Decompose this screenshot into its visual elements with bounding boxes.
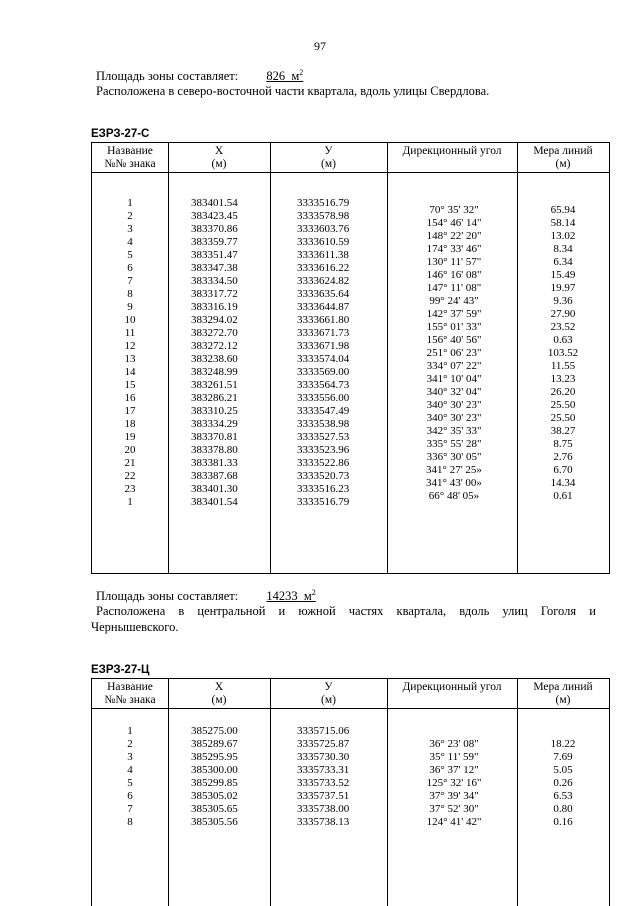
angle-value: 341° 43' 00» <box>426 477 482 489</box>
length-value: 13.02 <box>550 230 576 242</box>
angle-value: 341° 27' 25» <box>426 464 482 476</box>
angle-value: 66° 48' 05» <box>428 490 480 502</box>
y-value: 3333569.00 <box>297 366 350 378</box>
y-value: 3333556.00 <box>297 392 350 404</box>
x-value: 383294.02 <box>191 314 238 326</box>
y-column <box>297 197 349 509</box>
length-value: 25.50 <box>550 399 576 411</box>
area-line-2 <box>96 588 316 604</box>
y-column <box>297 725 349 829</box>
point-number: 18 <box>124 418 136 430</box>
point-number: 6 <box>127 790 133 802</box>
point-number: 6 <box>127 262 133 274</box>
length-value: 38.27 <box>550 425 576 437</box>
length-value: 11.55 <box>550 360 576 372</box>
y-value: 3333635.64 <box>297 288 350 300</box>
x-value: 383378.80 <box>191 444 238 456</box>
angle-value: 37° 52' 30" <box>429 803 479 815</box>
header-name: Название №№ знака <box>104 145 156 170</box>
angle-value: 99° 24' 43" <box>429 295 479 307</box>
column-divider <box>387 679 388 906</box>
x-value: 383351.47 <box>191 249 238 261</box>
x-value: 383334.29 <box>191 418 238 430</box>
y-value: 3333574.04 <box>297 353 350 365</box>
location-word: южной <box>298 604 336 618</box>
location-word: и <box>589 604 596 618</box>
point-number: 3 <box>127 223 133 235</box>
x-value: 383359.77 <box>191 236 238 248</box>
length-value: 26.20 <box>550 386 576 398</box>
x-value: 383370.86 <box>191 223 238 235</box>
point-number: 5 <box>127 249 133 261</box>
x-column <box>191 725 238 829</box>
x-value: 385299.85 <box>191 777 238 789</box>
x-value: 385275.00 <box>191 725 238 737</box>
length-value: 13.23 <box>550 373 576 385</box>
x-value: 385305.65 <box>191 803 238 815</box>
location-word: в <box>178 604 185 618</box>
location-word: квартала, <box>396 604 447 618</box>
angle-value: 335° 55' 28" <box>426 438 482 450</box>
length-value: 25.50 <box>550 412 576 424</box>
area-value: 14233 $м^2$ <box>266 588 316 603</box>
y-value: 3333564.73 <box>297 379 350 391</box>
header-divider <box>92 172 609 173</box>
x-value: 383272.12 <box>191 340 238 352</box>
header-divider <box>92 708 609 709</box>
point-number: 19 <box>124 431 136 443</box>
length-value: 5.05 <box>553 764 573 776</box>
point-number: 12 <box>124 340 136 352</box>
x-value: 383238.60 <box>191 353 238 365</box>
y-value: 3333520.73 <box>297 470 350 482</box>
length-value: 0.61 <box>553 490 573 502</box>
location-word: вдоль <box>459 604 490 618</box>
location-word: и <box>278 604 286 618</box>
y-value: 3333522.86 <box>297 457 350 469</box>
x-value: 383248.99 <box>191 366 238 378</box>
y-value: 3333516.79 <box>297 496 350 508</box>
x-value: 385300.00 <box>191 764 238 776</box>
area-line-1 <box>96 68 303 84</box>
length-value: 9.36 <box>553 295 573 307</box>
angle-value: 125° 32' 16" <box>426 777 482 789</box>
length-value: 8.75 <box>553 438 573 450</box>
point-number: 10 <box>124 314 136 326</box>
x-column <box>191 197 238 509</box>
length-value: 6.53 <box>553 790 573 802</box>
x-value: 385305.56 <box>191 816 238 828</box>
x-value: 383370.81 <box>191 431 238 443</box>
length-value: 19.97 <box>550 282 576 294</box>
y-value: 3333644.87 <box>297 301 350 313</box>
angle-column <box>394 204 514 503</box>
point-number: 22 <box>124 470 136 482</box>
x-value: 383401.30 <box>191 483 238 495</box>
y-value: 3335738.13 <box>297 816 350 828</box>
location-text-line2: Чернышевского. <box>91 620 179 634</box>
y-value: 3333616.22 <box>297 262 350 274</box>
angle-value: 340° 30' 23" <box>426 412 482 424</box>
location-text: Расположена в северо-восточной части квартала, вдоль улицы Свердлова. <box>96 84 490 98</box>
angle-value: 142° 37' 59" <box>426 308 482 320</box>
coordinates-table-2 <box>91 678 610 906</box>
angle-value: 146° 16' 08" <box>426 269 482 281</box>
length-value: 27.90 <box>550 308 576 320</box>
angle-value: 342° 35' 33" <box>426 425 482 437</box>
length-value: 0.16 <box>553 816 573 828</box>
y-value: 3333671.73 <box>297 327 350 339</box>
y-value: 3333523.96 <box>297 444 350 456</box>
area-label: Площадь зоны составляет: <box>96 589 239 603</box>
header-length: Мера линий (м) <box>533 681 593 706</box>
point-number: 9 <box>127 301 133 313</box>
y-value: 3335733.31 <box>297 764 350 776</box>
header-angle: Дирекционный угол <box>402 145 502 157</box>
location-word: улиц <box>502 604 528 618</box>
table-2-title: ЕЗРЗ-27-Ц <box>91 664 150 676</box>
area-value: 826 $м^2$ <box>266 68 304 83</box>
x-value: 383401.54 <box>191 496 238 508</box>
x-value: 383423.45 <box>191 210 238 222</box>
point-number: 17 <box>124 405 136 417</box>
location-word: Расположена <box>96 604 166 618</box>
point-number: 16 <box>124 392 136 404</box>
header-x: Х (м) <box>211 145 227 170</box>
angle-value: 336° 30' 05" <box>426 451 482 463</box>
x-value: 383272.70 <box>191 327 238 339</box>
point-number: 1 <box>127 496 133 508</box>
length-column <box>518 204 608 503</box>
y-value: 3333547.49 <box>297 405 350 417</box>
y-value: 3333578.98 <box>297 210 350 222</box>
angle-value: 334° 07' 22" <box>426 360 482 372</box>
header-length: Мера линий (м) <box>533 145 593 170</box>
x-value: 383310.25 <box>191 405 238 417</box>
length-value: 0.26 <box>553 777 573 789</box>
length-value: 6.70 <box>553 464 573 476</box>
length-value: 15.49 <box>550 269 576 281</box>
x-value: 385289.67 <box>191 738 238 750</box>
length-value: 6.34 <box>553 256 573 268</box>
point-number: 20 <box>124 444 136 456</box>
angle-value: 37° 39' 34" <box>429 790 479 802</box>
y-value: 3333610.59 <box>297 236 350 248</box>
point-number: 23 <box>124 483 136 495</box>
area-label: Площадь зоны составляет: <box>96 69 239 83</box>
y-value: 3335715.06 <box>297 725 350 737</box>
column-divider <box>168 679 169 906</box>
y-value: 3333624.82 <box>297 275 350 287</box>
point-number: 14 <box>124 366 136 378</box>
coordinates-table-1 <box>91 142 610 574</box>
point-number: 13 <box>124 353 136 365</box>
table-1-title: ЕЗРЗ-27-С <box>91 128 150 140</box>
angle-value: 155° 01' 33" <box>426 321 482 333</box>
x-value: 383334.50 <box>191 275 238 287</box>
header-y: У (м) <box>321 145 336 170</box>
y-value: 3333671.98 <box>297 340 350 352</box>
angle-value: 251° 06' 23" <box>426 347 482 359</box>
point-number: 11 <box>124 327 136 339</box>
length-value: 18.22 <box>550 738 576 750</box>
y-value: 3333611.38 <box>297 249 349 261</box>
x-value: 385295.95 <box>191 751 238 763</box>
x-value: 383286.21 <box>191 392 238 404</box>
point-number: 7 <box>127 275 133 287</box>
x-value: 383261.51 <box>191 379 238 391</box>
point-number: 7 <box>127 803 133 815</box>
column-divider <box>168 143 169 573</box>
angle-value: 154° 46' 14" <box>426 217 482 229</box>
length-value: 0.80 <box>553 803 573 815</box>
header-x: Х (м) <box>211 681 227 706</box>
angle-value: 130° 11' 57" <box>426 256 482 268</box>
y-value: 3335738.00 <box>297 803 350 815</box>
point-number: 2 <box>127 738 133 750</box>
point-number: 1 <box>127 725 133 737</box>
y-value: 3333527.53 <box>297 431 350 443</box>
x-value: 383347.38 <box>191 262 238 274</box>
angle-value: 174° 33' 46" <box>426 243 482 255</box>
angle-value: 148° 22' 20" <box>426 230 482 242</box>
x-value: 385305.02 <box>191 790 238 802</box>
point-number: 3 <box>127 751 133 763</box>
point-number: 5 <box>127 777 133 789</box>
x-value: 383401.54 <box>191 197 238 209</box>
point-number: 1 <box>127 197 133 209</box>
page-number: 97 <box>314 39 326 53</box>
angle-column <box>394 738 514 829</box>
x-value: 383387.68 <box>191 470 238 482</box>
angle-value: 340° 32' 04" <box>426 386 482 398</box>
angle-value: 70° 35' 32" <box>429 204 479 216</box>
location-word: центральной <box>197 604 266 618</box>
point-number: 15 <box>124 379 136 391</box>
length-value: 65.94 <box>550 204 576 216</box>
x-value: 383381.33 <box>191 457 238 469</box>
x-value: 383317.72 <box>191 288 238 300</box>
length-value: 58.14 <box>550 217 576 229</box>
angle-value: 36° 37' 12" <box>429 764 479 776</box>
x-value: 383316.19 <box>191 301 238 313</box>
angle-value: 341° 10' 04" <box>426 373 482 385</box>
angle-value: 36° 23' 08" <box>429 738 479 750</box>
angle-value: 124° 41' 42" <box>426 816 482 828</box>
y-value: 3333603.76 <box>297 223 350 235</box>
y-value: 3333538.98 <box>297 418 350 430</box>
point-number: 4 <box>127 236 133 248</box>
angle-value: 156° 40' 56" <box>426 334 482 346</box>
point-number: 4 <box>127 764 133 776</box>
header-angle: Дирекционный угол <box>402 681 502 693</box>
column-divider <box>270 679 271 906</box>
point-number: 8 <box>127 816 133 828</box>
point-number: 8 <box>127 288 133 300</box>
length-value: 103.52 <box>547 347 579 359</box>
angle-value: 35° 11' 59" <box>429 751 479 763</box>
header-y: У (м) <box>321 681 336 706</box>
y-value: 3335737.51 <box>297 790 350 802</box>
location-word: Гоголя <box>540 604 577 618</box>
point-number: 21 <box>124 457 136 469</box>
length-value: 0.63 <box>553 334 573 346</box>
length-column <box>518 738 608 829</box>
point-number-column <box>92 725 168 829</box>
angle-value: 340° 30' 23" <box>426 399 482 411</box>
point-number: 2 <box>127 210 133 222</box>
column-divider <box>270 143 271 573</box>
y-value: 3335733.52 <box>297 777 350 789</box>
y-value: 3333661.80 <box>297 314 350 326</box>
length-value: 7.69 <box>553 751 573 763</box>
angle-value: 147° 11' 08" <box>426 282 482 294</box>
y-value: 3335725.87 <box>297 738 350 750</box>
header-name: Название №№ знака <box>104 681 156 706</box>
column-divider <box>387 143 388 573</box>
location-word: частях <box>348 604 384 618</box>
point-number-column <box>92 197 168 509</box>
y-value: 3335730.30 <box>297 751 350 763</box>
location-text-line1 <box>96 604 596 619</box>
length-value: 8.34 <box>553 243 573 255</box>
length-value: 23.52 <box>550 321 576 333</box>
y-value: 3333516.79 <box>297 197 350 209</box>
length-value: 14.34 <box>550 477 576 489</box>
length-value: 2.76 <box>553 451 573 463</box>
y-value: 3333516.23 <box>297 483 350 495</box>
